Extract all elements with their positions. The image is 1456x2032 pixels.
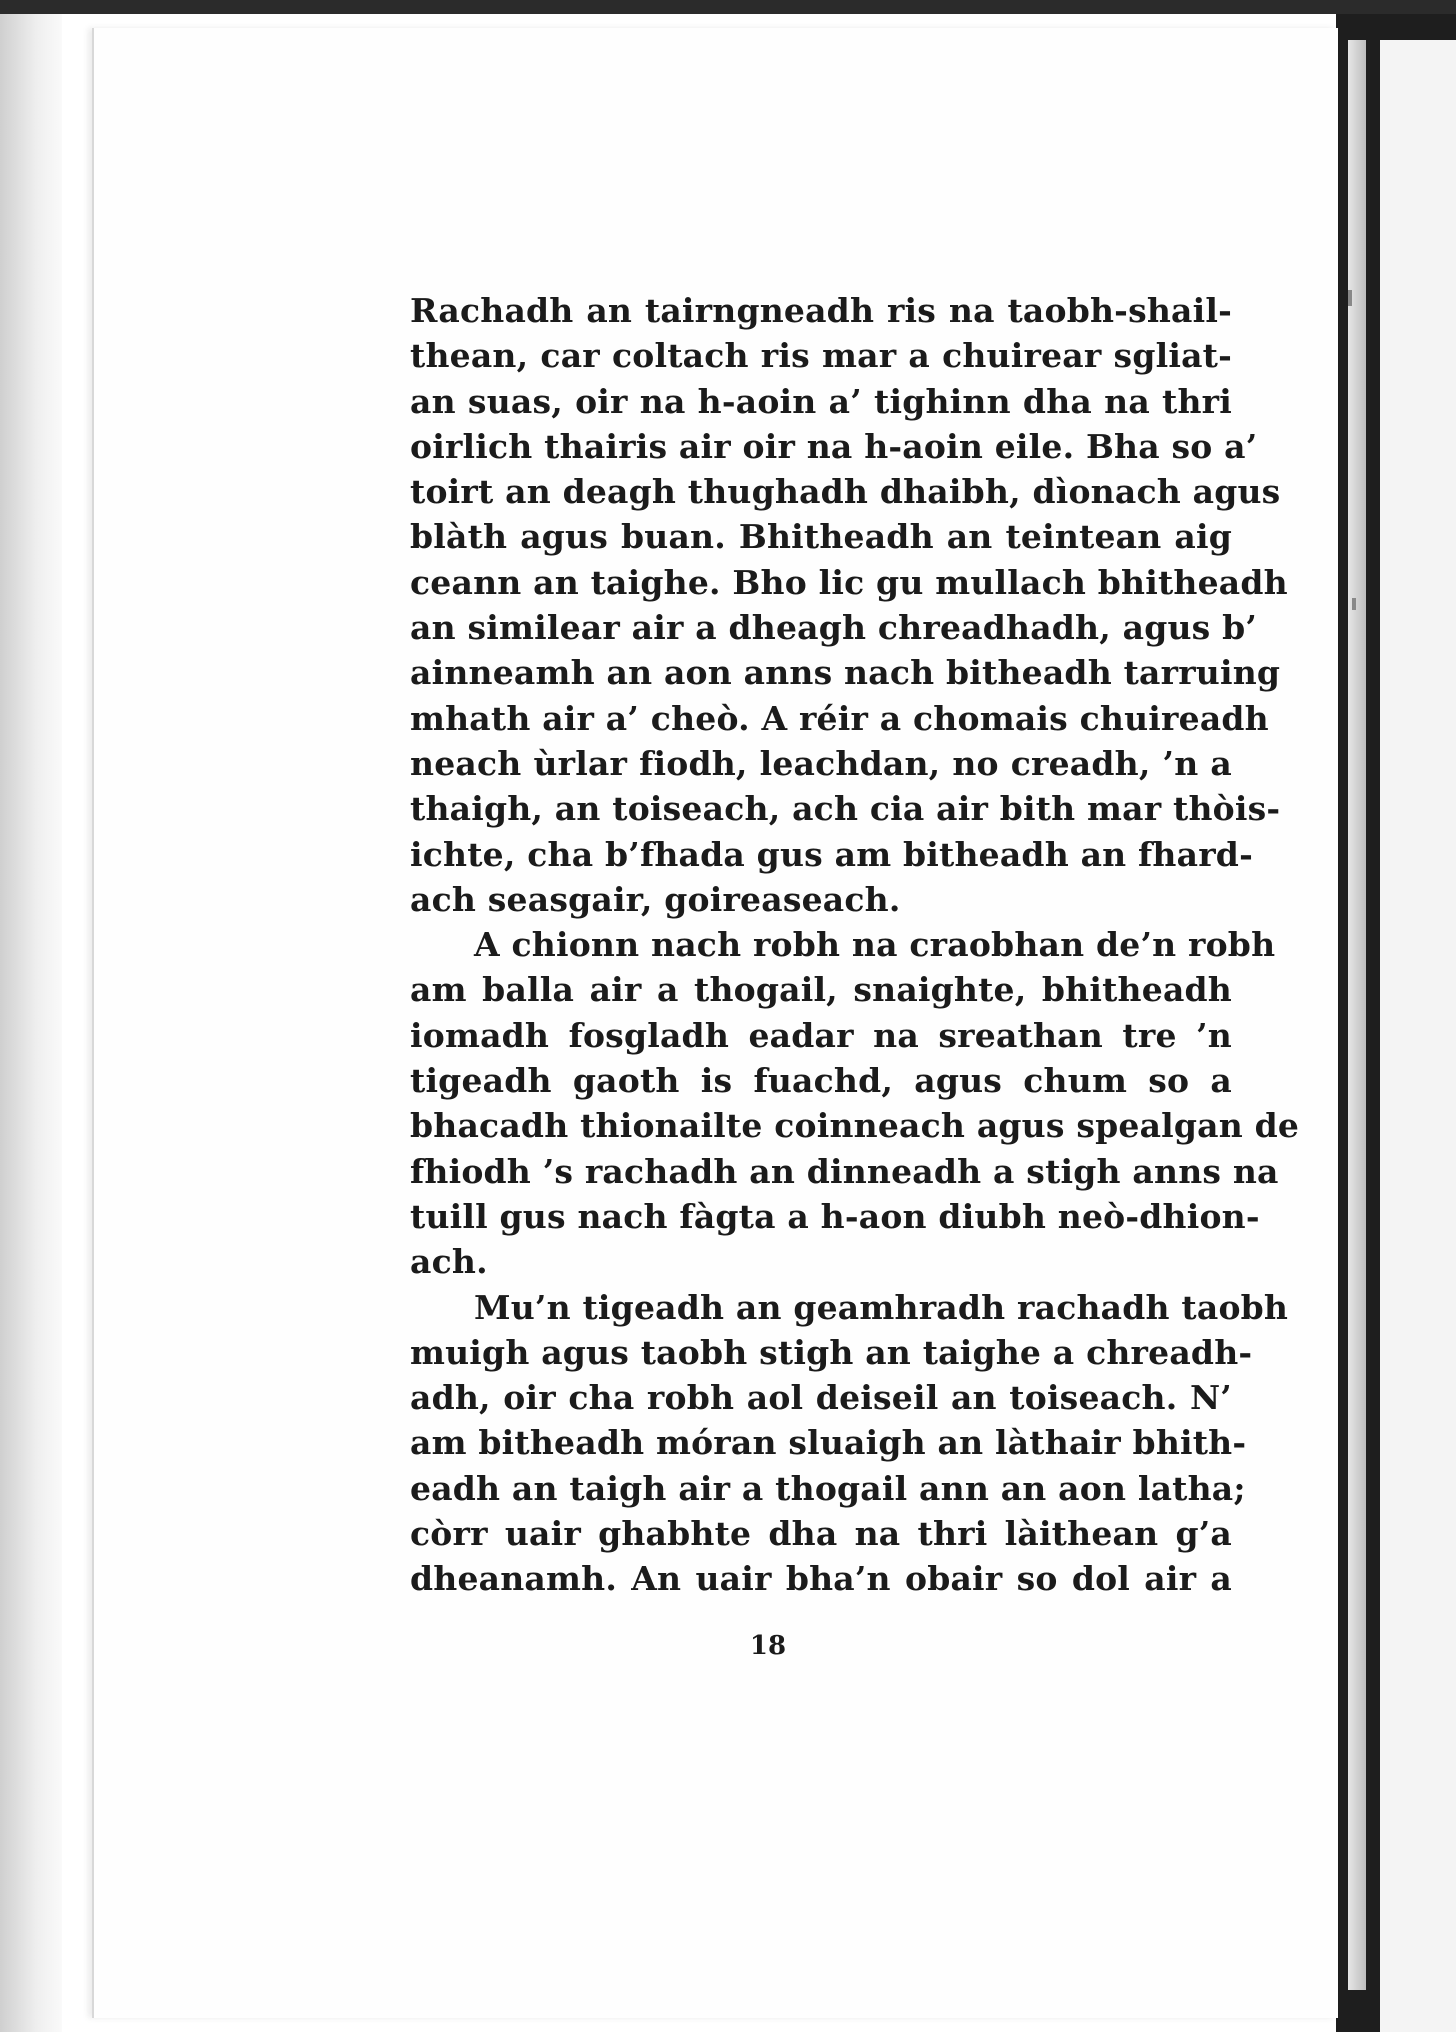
facing-page <box>1380 40 1456 2032</box>
scan-top-edge <box>0 0 1456 14</box>
text-line: ainneamh an aon anns nach bitheadh tarruing <box>410 653 1281 693</box>
body-text <box>410 288 1300 1602</box>
page-number: 18 <box>749 1631 787 1661</box>
edge-mark <box>1348 290 1352 306</box>
text-line: an similear air a dheagh chreadhadh, agus b’ <box>410 608 1258 648</box>
text-line: eadh an taigh air a thogail ann an aon latha; <box>410 1468 1246 1508</box>
text-line: thaigh, an toiseach, ach cia air bith mar thòis- <box>410 789 1281 829</box>
text-line: tuill gus nach fàgta a h-aon diubh neò-dhion- <box>410 1196 1260 1236</box>
text-line: iomadh fosgladh eadar na sreathan tre ’n <box>410 1015 1232 1055</box>
text-line: ichte, cha b’fhada gus am bitheadh an fhard- <box>410 834 1253 874</box>
text-line: A chionn nach robh na craobhan de’n robh <box>474 925 1276 965</box>
text-line: thean, car coltach ris mar a chuirear sgliat- <box>410 336 1232 376</box>
facing-page-edge <box>1348 40 1366 1990</box>
text-line: fhiodh ’s rachadh an dinneadh a stigh anns na <box>410 1151 1279 1191</box>
edge-mark <box>1352 598 1356 610</box>
text-line: mhath air a’ cheò. A réir a chomais chuireadh <box>410 698 1269 738</box>
text-line: còrr uair ghabhte dha na thri làithean g’a <box>410 1514 1232 1554</box>
text-line: Rachadh an tairngneadh ris na taobh-shail- <box>410 291 1232 330</box>
text-line: tigeadh gaoth is fuachd, agus chum so a <box>410 1061 1232 1101</box>
text-line: ach. <box>410 1242 488 1282</box>
text-line: an suas, oir na h-aoin a’ tighinn dha na thri <box>410 381 1232 421</box>
text-line: muigh agus taobh stigh an taighe a chreadh- <box>410 1332 1253 1372</box>
text-line: neach ùrlar fiodh, leachdan, no creadh, ’n a <box>410 743 1232 783</box>
text-line: Mu’n tigeadh an geamhradh rachadh taobh <box>474 1287 1289 1327</box>
text-line: bhacadh thionailte coinneach agus spealgan de <box>410 1106 1300 1146</box>
text-line: ach seasgair, goireaseach. <box>410 879 901 919</box>
text-line: blàth agus buan. Bhitheadh an teintean aig <box>410 517 1232 557</box>
book-left-shadow <box>0 14 62 2032</box>
text-line: am balla air a thogail, snaighte, bhitheadh <box>410 970 1232 1010</box>
text-line: adh, oir cha robh aol deiseil an toiseach. N’ <box>410 1378 1232 1418</box>
text-line: ceann an taighe. Bho lic gu mullach bhitheadh <box>410 562 1288 602</box>
text-line: oirlich thairis air oir na h-aoin eile. Bha so a’ <box>410 426 1258 466</box>
text-line: toirt an deagh thughadh dhaibh, dìonach agus <box>410 472 1281 512</box>
text-line: am bitheadh móran sluaigh an làthair bhith- <box>410 1423 1247 1463</box>
text-line: dheanamh. An uair bha’n obair so dol air a <box>410 1559 1232 1599</box>
